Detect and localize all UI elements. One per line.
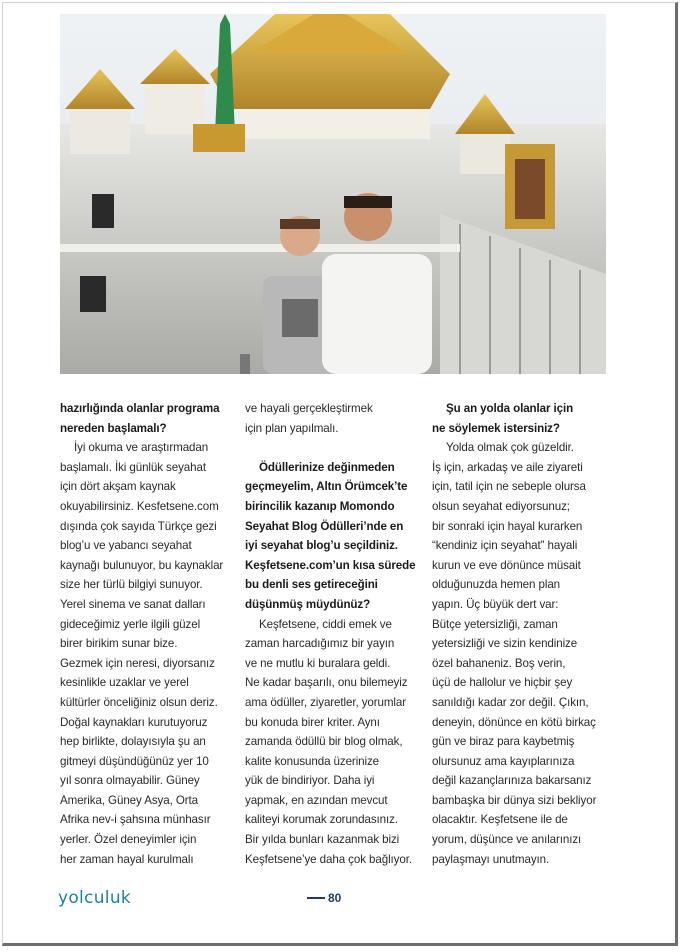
text-line: birer birikim sunar bize. <box>60 637 178 651</box>
temple-photo-icon <box>60 14 606 374</box>
text-line: Yolda olmak çok güzeldir. <box>446 441 574 455</box>
text-line: Keşfetsene’ye daha çok bağlıyor. <box>245 852 412 866</box>
magazine-logo: yolculuk <box>58 888 132 908</box>
page-number-rule <box>307 897 325 899</box>
heading-line: nereden başlamalı? <box>60 421 167 435</box>
text-line: değil kazançlarınıza bakarsanız <box>432 774 592 788</box>
text-line: yapmak, en azından mevcut <box>245 793 388 807</box>
text-line: Ne kadar başarılı, onu bilemeyiz <box>245 676 408 690</box>
text-line: dışında çok sayıda Türkçe gezi <box>60 519 217 533</box>
text-line: için dört akşam kaynak <box>60 480 176 494</box>
text-line: olduğunuzda hemen plan <box>432 578 561 592</box>
text-line: deneyin, dönünce en kötü birkaç <box>432 715 596 729</box>
heading-line: iyi seyahat blog’u seçildiniz. <box>245 539 398 553</box>
text-line: blog’u ve yabancı seyahat <box>60 539 192 553</box>
heading-line: geçmeyelim, Altın Örümcek’te <box>245 480 408 494</box>
heading-line: Ödüllerinize değinmeden <box>259 460 395 474</box>
text-line: zaman harcadığımız bir yayın <box>245 637 395 651</box>
text-line: ve ne mutlu ki buralara geldi. <box>245 656 391 670</box>
text-line: yorum, düşünce ve anılarınızı <box>432 833 582 847</box>
text-line: kaliteyi korumak zorundasınız. <box>245 813 398 827</box>
text-line: bambaşka bir dünya sizi bekliyor <box>432 793 597 807</box>
heading-line: ne söylemek istersiniz? <box>432 421 560 435</box>
heading-line: Şu an yolda olanlar için <box>446 402 574 415</box>
text-line: gün ve biraz para kaybetmiş <box>432 735 575 749</box>
text-line: Afrika nev-i şahsına münhasır <box>60 813 211 827</box>
text-line: kalite konusunda üzerinize <box>245 754 380 768</box>
text-line: olursunuz ama kayıplarınıza <box>432 754 575 768</box>
text-line: Yerel sinema ve sanat dalları <box>60 597 206 611</box>
text-line: İş için, arkadaş ve aile ziyareti <box>432 460 583 474</box>
article-column-3 <box>432 399 610 869</box>
text-line: yerler. Özel deneyimler için <box>60 833 197 847</box>
text-line: kesinlikle uzaklar ve yerel <box>60 676 189 690</box>
text-line: hep birlikte, dolayısıyla şu an <box>60 735 206 749</box>
text-line: ve hayali gerçekleştirmek <box>245 402 373 415</box>
article-photo <box>60 14 606 374</box>
text-line: size her türlü bilgiyi sunuyor. <box>60 578 203 592</box>
heading-line: birincilik kazanıp Momondo <box>245 499 395 513</box>
text-line: olacaktır. Keşfetsene ile de <box>432 813 568 827</box>
text-line: üçü de hallolur ve hiçbir şey <box>432 676 573 690</box>
heading-line: bu denli ses getireceğini <box>245 578 378 592</box>
text-line: Bir yılda bunları kazanmak bizi <box>245 833 400 847</box>
text-line: yıl sonra olmayabilir. Güney <box>60 774 200 788</box>
heading-line: hazırlığında olanlar programa <box>60 402 220 415</box>
text-line: ama ödüller, ziyaretler, yorumlar <box>245 695 407 709</box>
text-line: özel bahaneniz. Boş verin, <box>432 656 566 670</box>
heading-line: Keşfetsene.com’un kısa sürede <box>245 558 416 572</box>
text-line <box>245 438 425 458</box>
text-line: için, tatil için ne sebeple olursa <box>432 480 586 494</box>
text-line: okuyabilirsiniz. Kesfetsene.com <box>60 499 219 513</box>
text-line: yapın. Üç büyük dert var: <box>432 597 559 611</box>
text-line: sanıldığı kadar zor değil. Çıkın, <box>432 695 589 709</box>
text-line: başlamalı. İki günlük seyahat <box>60 460 206 474</box>
text-line: Keşfetsene, ciddi emek ve <box>259 617 392 631</box>
text-line: “kendiniz için seyahat” hayali <box>432 539 578 553</box>
text-line: için plan yapılmalı. <box>245 421 339 435</box>
text-line: Doğal kaynakları kurutuyoruz <box>60 715 208 729</box>
article-column-1 <box>60 399 230 869</box>
heading-line: Seyahat Blog Ödülleri’nde en <box>245 519 404 533</box>
text-line: yetersizliği ve sizin kendinize <box>432 637 578 651</box>
text-line: her zaman hayal kurulmalı <box>60 852 194 866</box>
text-line: kaynağı bulunuyor, bu kaynaklar <box>60 558 224 572</box>
text-line: bir sonraki için hayal kurarken <box>432 519 583 533</box>
text-line: zamanda ödüllü bir blog olmak, <box>245 735 403 749</box>
text-line: İyi okuma ve araştırmadan <box>74 441 209 455</box>
text-line: olsun seyahat ediyorsunuz; <box>432 499 570 513</box>
text-line: gitmeyi düşündüğünüz yer 10 <box>60 754 209 768</box>
text-line: gideceğimiz yerle ilgili güzel <box>60 617 201 631</box>
text-line: kültürler önceliğiniz olsun deriz. <box>60 695 218 709</box>
text-line: Amerika, Güney Asya, Orta <box>60 793 198 807</box>
text-line: bu konuda birer kriter. Aynı <box>245 715 380 729</box>
text-line: Bütçe yetersizliği, zaman <box>432 617 558 631</box>
text-line: yük de bindiriyor. Daha iyi <box>245 774 375 788</box>
text-line: Gezmek için neresi, diyorsanız <box>60 656 215 670</box>
page-number <box>307 891 341 905</box>
text-line: paylaşmayı unutmayın. <box>432 852 550 866</box>
text-line: kurun ve eve dönünce müsait <box>432 558 581 572</box>
page-number-text: 80 <box>328 891 342 905</box>
article-column-2 <box>245 399 425 869</box>
heading-line: düşünmüş müydünüz? <box>245 597 371 611</box>
